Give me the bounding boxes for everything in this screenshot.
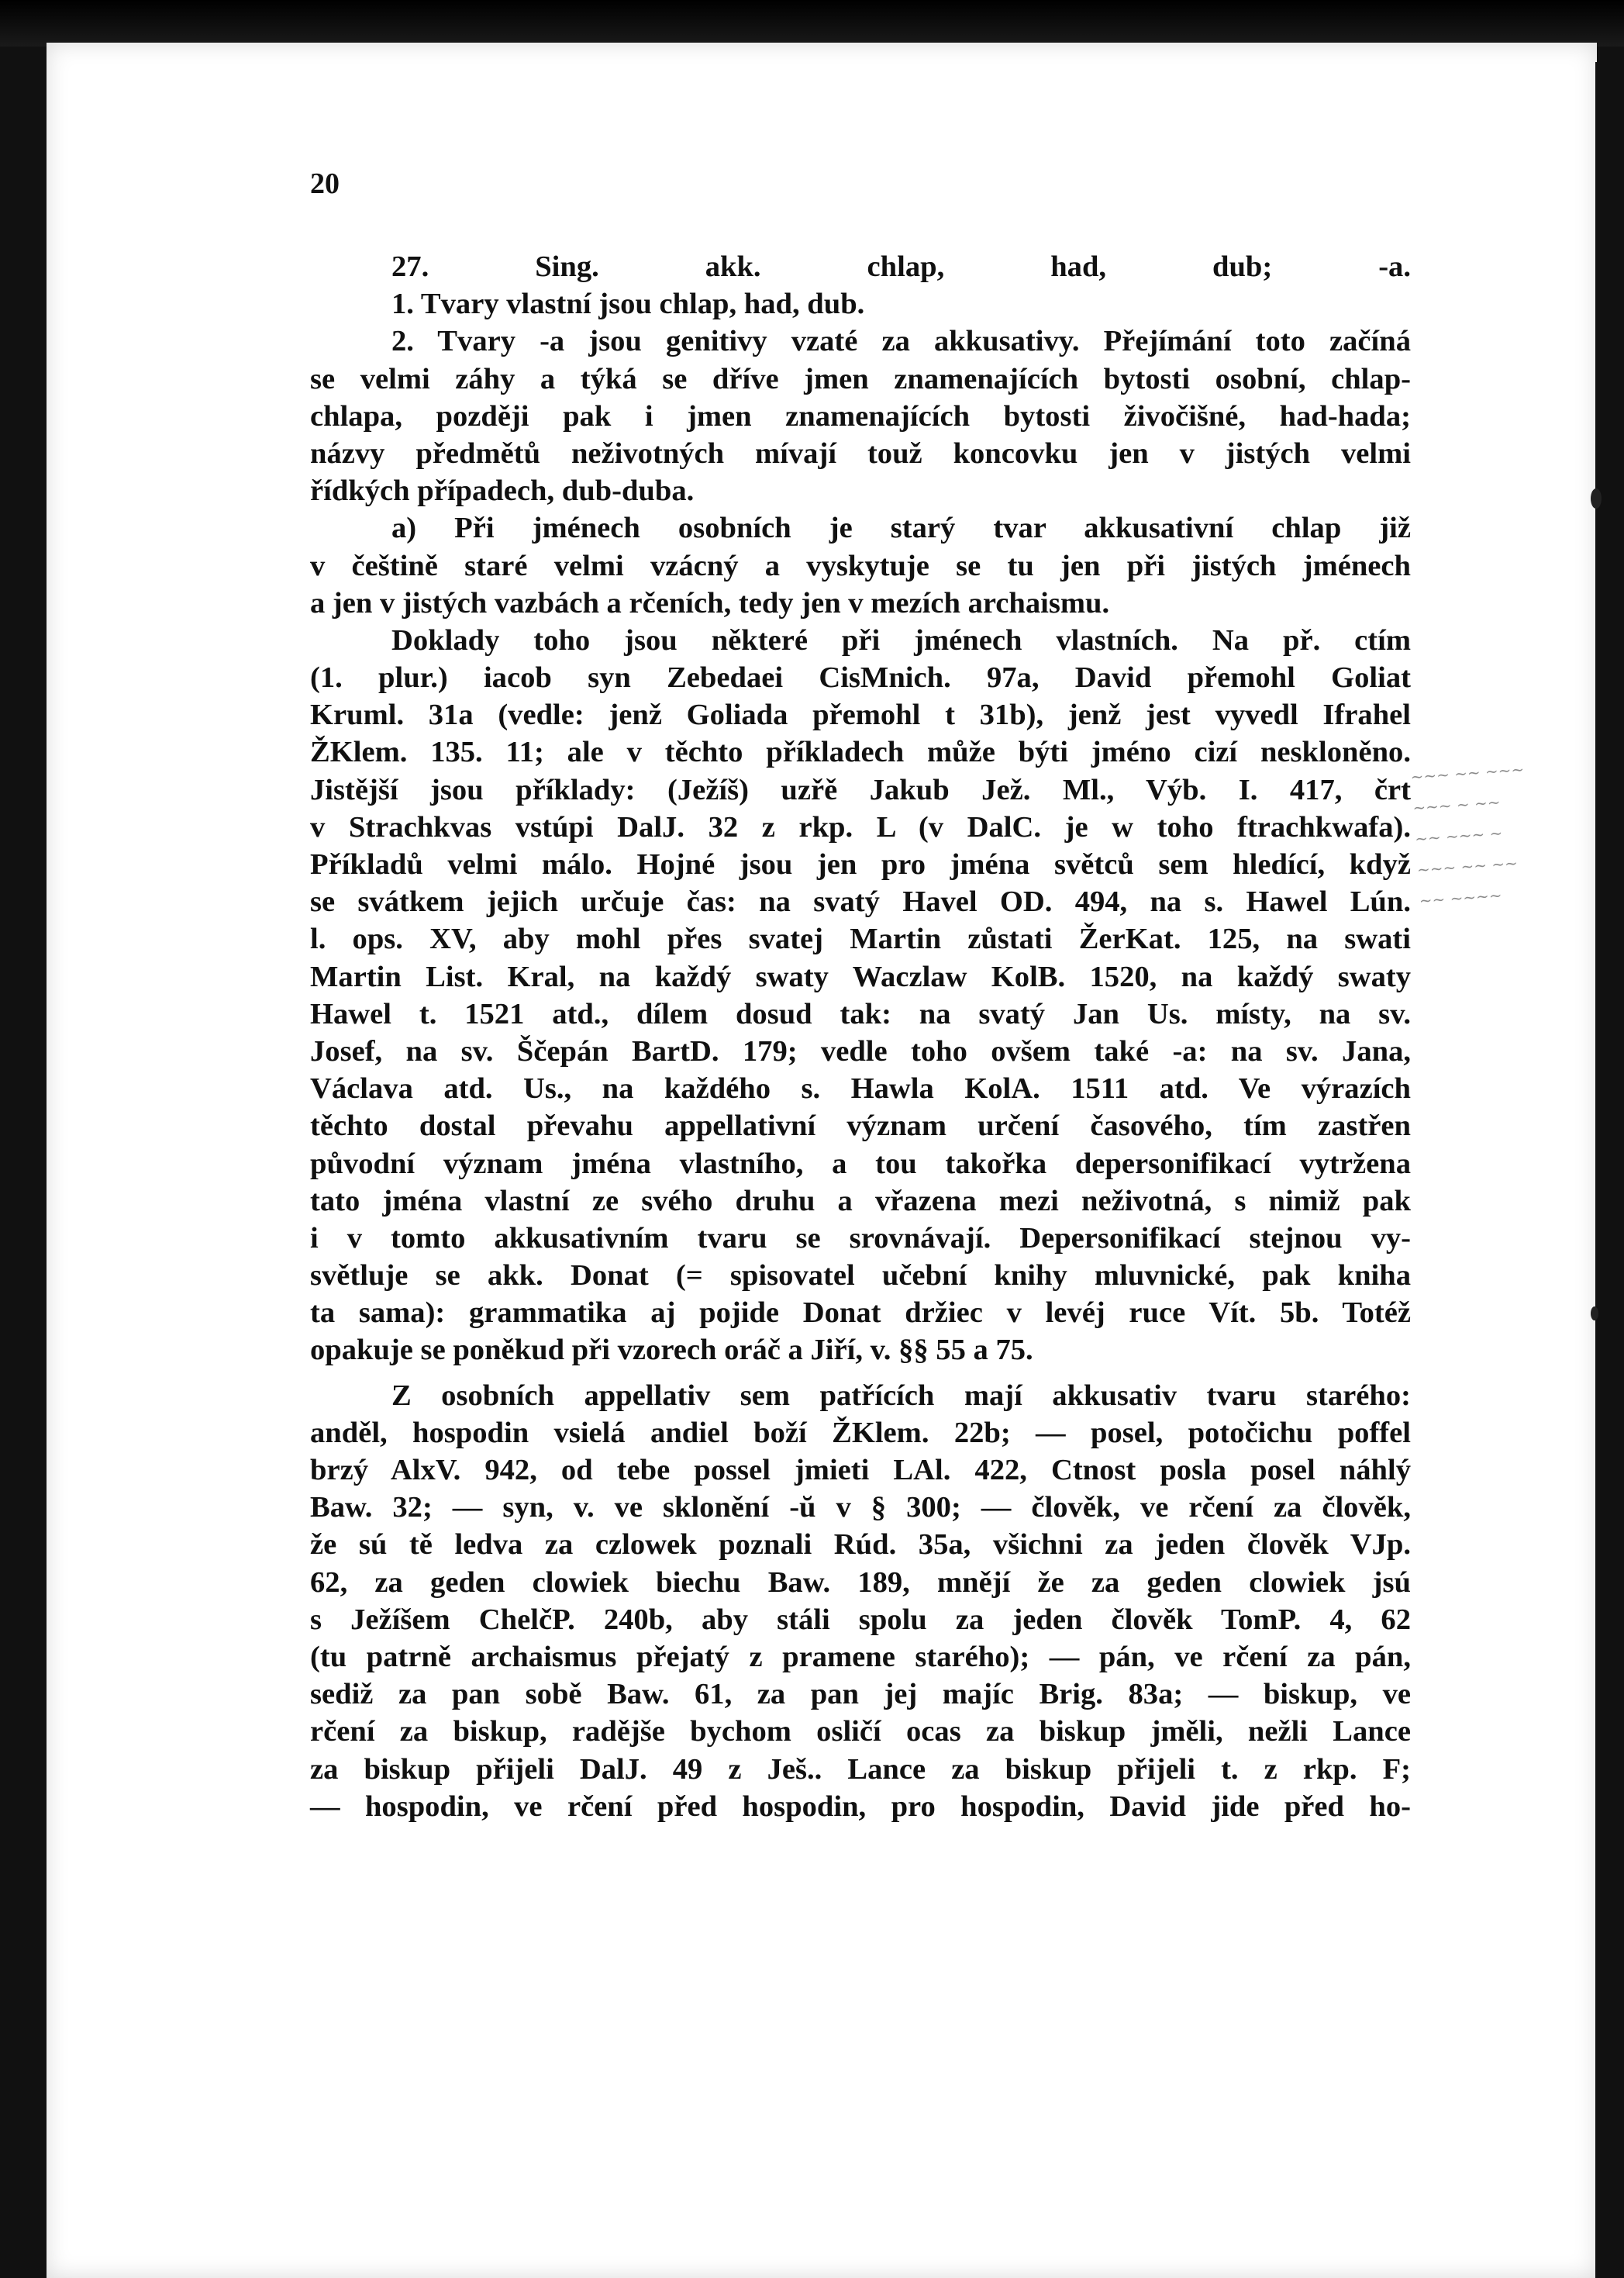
- text-line: — hospodin, ve rčení před hospodin, pro hospodin, David jide před ho-: [310, 1790, 1411, 1823]
- text-line: ta sama): grammatika aj pojide Donat držiec v levéj ruce Vít. 5b. Totéž: [310, 1296, 1411, 1330]
- text-line: a) Při jménech osobních je starý tvar akkusativní chlap již: [391, 512, 1411, 545]
- text-line: Z osobních appellativ sem patřících mají akkusativ tvaru starého:: [391, 1379, 1411, 1412]
- page-edge-shadow: [1595, 62, 1600, 2278]
- handwritten-margin-note: ~~~ ~~ ~~~ ~~~ ~ ~~ ~~ ~~~ ~ ~~~ ~~ ~~ ~~ ~~~~: [1409, 759, 1525, 910]
- text-line: anděl, hospodin vsielá andiel boží ŽKlem. 22b; — posel, potočichu poffel: [310, 1416, 1411, 1449]
- text-line: brzý AlxV. 942, od tebe possel jmieti LAl. 422, Ctnost posla posel náhlý: [310, 1454, 1411, 1486]
- text-line: Martin List. Kral, na každý swaty Waczlaw KolB. 1520, na každý swaty: [310, 960, 1411, 993]
- text-line: 27. Sing. akk. chlap, had, dub; -a.: [391, 250, 1411, 283]
- text-line: s Ježíšem ChelčP. 240b, aby stáli spolu za jeden člověk TomP. 4, 62: [310, 1603, 1411, 1636]
- text-line: Baw. 32; — syn, v. ve sklonění -ŭ v § 300; — člověk, ve rčení za člověk,: [310, 1491, 1411, 1524]
- text-line: l. ops. XV, aby mohl přes svatej Martin zůstati ŽerKat. 125, na swati: [310, 923, 1411, 956]
- text-line: Hawel t. 1521 atd., dílem dosud tak: na svatý Jan Us. místy, na sv.: [310, 997, 1411, 1030]
- text-line: v češtině staré velmi vzácný a vyskytuje se tu jen při jistých jménech: [310, 549, 1411, 582]
- text-line: ŽKlem. 135. 11; ale v těchto příkladech může býti jméno cizí neskloněno.: [310, 736, 1411, 769]
- text-line: za biskup přijeli DalJ. 49 z Ješ.. Lance za biskup přijeli t. z rkp. F;: [310, 1752, 1411, 1786]
- text-line: i v tomto akkusativním tvaru se srovnávají. Depersonifikací stejnou vy-: [310, 1221, 1411, 1255]
- text-line: rčení za biskup, radějše bychom osličí ocas za biskup jměli, nežli Lance: [310, 1715, 1411, 1748]
- text-line: 2. Tvary -a jsou genitivy vzaté za akkusativy. Přejímání toto začíná: [391, 325, 1411, 358]
- text-line: tato jména vlastní ze svého druhu a vřazena mezi neživotná, s nimiž pak: [310, 1184, 1411, 1217]
- ink-blot: [1591, 1306, 1598, 1320]
- text-line: v Strachkvas vstúpi DalJ. 32 z rkp. L (v DalC. je w toho ftrachkwafa).: [310, 810, 1411, 844]
- text-line: se velmi záhy a týká se dříve jmen znamenajících bytosti osobní, chlap-: [310, 362, 1411, 395]
- text-line: 1. Tvary vlastní jsou chlap, had, dub.: [391, 288, 865, 321]
- text-line: Josef, na sv. Ščepán BartD. 179; vedle toho ovšem také -a: na sv. Jana,: [310, 1034, 1411, 1068]
- body-text: [310, 248, 1411, 1825]
- text-line: názvy předmětů neživotných mívají touž koncovku jen v jistých velmi: [310, 437, 1411, 470]
- text-line: Příkladů velmi málo. Hojné jsou jen pro jména světců sem hledící, když: [310, 848, 1411, 881]
- text-line: původní význam jména vlastního, a tou takořka depersonifikací vytržena: [310, 1147, 1411, 1180]
- text-line: Václava atd. Us., na každého s. Hawla KolA. 1511 atd. Ve výrazích: [310, 1072, 1411, 1106]
- text-line: 62, za geden clowiek biechu Baw. 189, mnějí že za geden clowiek jsú: [310, 1565, 1411, 1599]
- text-line: se svátkem jejich určuje čas: na svatý Havel OD. 494, na s. Hawel Lún.: [310, 885, 1411, 919]
- ink-blot: [1591, 488, 1602, 509]
- text-line: sediž za pan sobě Baw. 61, za pan jej majíc Brig. 83a; — biskup, ve: [310, 1678, 1411, 1711]
- text-line: opakuje se poněkud při vzorech oráč a Jiří, v. §§ 55 a 75.: [310, 1334, 1033, 1367]
- text-line: řídkých případech, dub-duba.: [310, 475, 695, 508]
- scan-border: [0, 0, 1624, 47]
- text-line: chlapa, později pak i jmen znamenajících bytosti živočišné, had-hada;: [310, 399, 1411, 433]
- text-line: Doklady toho jsou některé při jménech vlastních. Na př. ctím: [391, 623, 1411, 657]
- text-line: a jen v jistých vazbách a rčeních, tedy jen v mezích archaismu.: [310, 586, 1110, 620]
- page-number: 20: [310, 167, 340, 200]
- text-line: (tu patrně archaismus přejatý z pramene starého); — pán, ve rčení za pán,: [310, 1640, 1411, 1673]
- text-line: že sú tě ledva za czlowek poznali Rúd. 35a, všichni za jeden člověk VJp.: [310, 1528, 1411, 1562]
- text-line: Jistější jsou příklady: (Ježíš) uzřě Jakub Jež. Ml., Výb. I. 417, črt: [310, 773, 1411, 806]
- text-line: těchto dostal převahu appellativní význam určení časového, tím zastřen: [310, 1110, 1411, 1143]
- text-line: světluje se akk. Donat (= spisovatel učební knihy mluvnické, pak kniha: [310, 1259, 1411, 1293]
- text-line: (1. plur.) iacob syn Zebedaei CisMnich. 97a, David přemohl Goliat: [310, 661, 1411, 695]
- text-line: Kruml. 31a (vedle: jenž Goliada přemohl t 31b), jenž jest vyvedl Ifrahel: [310, 699, 1411, 732]
